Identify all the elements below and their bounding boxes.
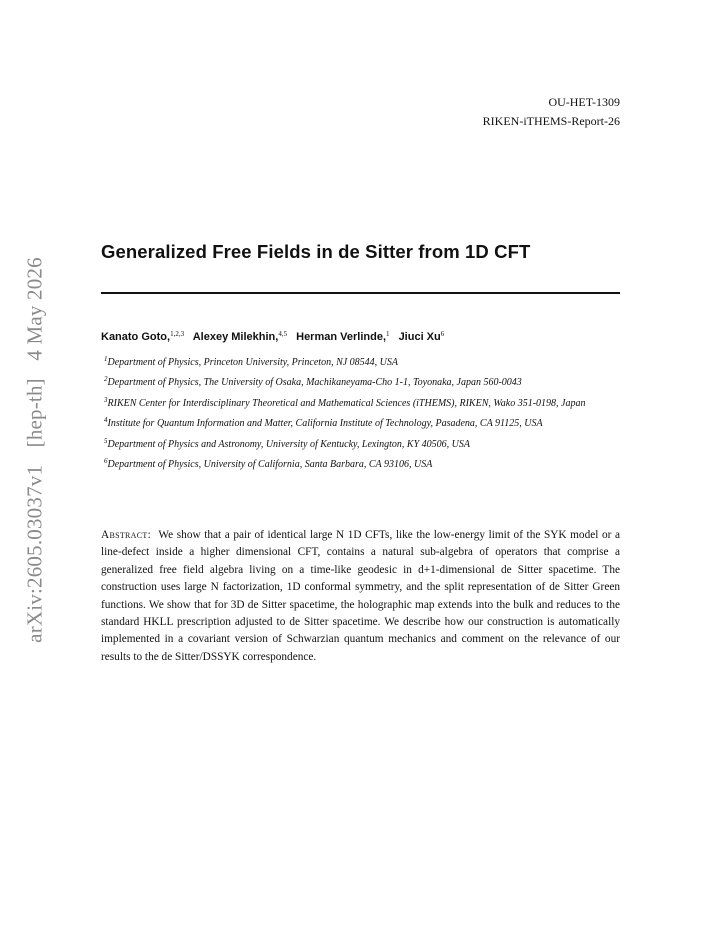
- abstract-label: Abstract:: [101, 529, 152, 541]
- affiliation-item: [104, 412, 620, 432]
- affiliation-text: Department of Physics, Princeton University, Princeton, NJ 08544, USA: [107, 357, 399, 368]
- arxiv-id: arXiv:2605.03037v1: [22, 464, 47, 643]
- author-name: Kanato Goto,: [101, 331, 171, 343]
- paper-title: Generalized Free Fields in de Sitter from 1D CFT: [101, 241, 531, 262]
- report-numbers: [483, 93, 620, 131]
- author-name: Herman Verlinde,: [296, 331, 386, 343]
- affiliation-mark: 2: [104, 375, 108, 384]
- author: [399, 331, 445, 343]
- affiliation-text: Institute for Quantum Information and Matter, California Institute of Technology, Pasadena, CA 91125, USA: [107, 418, 543, 430]
- author-name: Jiuci Xu: [398, 331, 441, 343]
- author: [101, 331, 184, 343]
- affiliation-item: [104, 392, 620, 412]
- affiliation-marks: 1,2,3: [170, 330, 185, 338]
- arxiv-category: [hep-th]: [22, 378, 47, 448]
- affiliation-list: [104, 351, 620, 473]
- affiliation-mark: 5: [104, 436, 108, 445]
- author-name: Alexey Milekhin,: [192, 331, 279, 343]
- affiliation-text: Department of Physics, University of California, Santa Barbara, CA 93106, USA: [107, 459, 433, 471]
- abstract: [101, 527, 620, 666]
- affiliation-item: [104, 371, 620, 391]
- author: [193, 331, 287, 343]
- affiliation-mark: 3: [104, 395, 108, 404]
- affiliation-item: [104, 433, 620, 453]
- title-rule: [101, 292, 620, 294]
- affiliation-mark: 1: [104, 355, 108, 363]
- affiliation-mark: 6: [104, 457, 108, 466]
- author-list: [101, 330, 450, 343]
- affiliation-item: [104, 453, 620, 473]
- affiliation-marks: 6: [440, 330, 445, 338]
- author: [296, 331, 389, 343]
- affiliation-text: RIKEN Center for Interdisciplinary Theoretical and Mathematical Sciences (iTHEMS), RIKEN, Wako 351-0198, Japan: [107, 397, 586, 409]
- affiliation-mark: 4: [104, 416, 108, 425]
- affiliation-marks: 4,5: [278, 330, 288, 338]
- affiliation-text: Department of Physics and Astronomy, University of Kentucky, Lexington, KY 40506, USA: [107, 438, 470, 450]
- arxiv-date: 4 May 2026: [22, 257, 47, 361]
- report-number-2: RIKEN-iTHEMS-Report-26: [482, 114, 620, 128]
- arxiv-side-stamp: [23, 251, 48, 649]
- report-number-1: OU-HET-1309: [548, 95, 620, 109]
- abstract-text: We show that a pair of identical large N 1D CFTs, like the low-energy limit of the SYK model or a line-defect inside a higher dimensional CFT, contains a natural sub-algebra of operators that comprise a generalized free field algebra living on a time-like geodesic in d+1-dimensional de Sitter spacetime. The construction uses large N factorization, 1D conformal symmetry, and the split representation of de Sitter Green functions. We show that for 3D de Sitter spacetime, the holographic map extends into the bulk and reduces to the standard HKLL prescription adjusted to de Sitter spacetime. We describe how our construction is automatically implemented in a covariant version of Schwarzian quantum mechanics and comment on the relevance of our results to the de Sitter/DSSYK correspondence.: [101, 529, 620, 663]
- affiliation-item: [104, 351, 620, 371]
- affiliation-marks: 1: [386, 330, 390, 338]
- affiliation-text: Department of Physics, The University of Osaka, Machikaneyama-Cho 1-1, Toyonaka, Japan 560-0043: [107, 377, 522, 389]
